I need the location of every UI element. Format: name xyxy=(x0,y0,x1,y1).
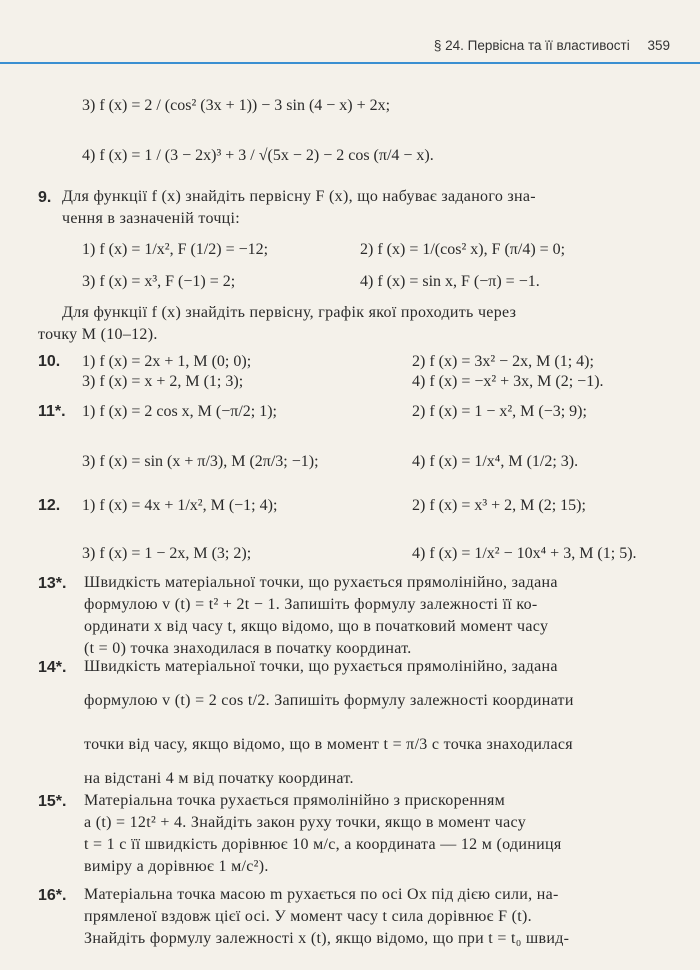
exercise-text: на відстані 4 м від початку координат. xyxy=(84,770,354,787)
exercise-text: Швидкість матеріальної точки, що рухається прямолінійно, задана xyxy=(84,658,558,675)
exercise-text: точки від часу, якщо відомо, що в момент t = π/3 c точка знаходилася xyxy=(84,736,573,753)
exercise-item: 4) f (x) = 1/x² − 10x⁴ + 3, M (1; 5). xyxy=(412,545,637,562)
exercise-text: формулою v (t) = 2 cos t/2. Запишіть формулу залежності координати xyxy=(84,692,574,709)
header-rule xyxy=(0,62,700,64)
exercise-text: Швидкість матеріальної точки, що рухається прямолінійно, задана xyxy=(84,574,558,591)
intro-text: точку M (10–12). xyxy=(38,326,158,343)
exercise-text: виміру a дорівнює 1 м/с²). xyxy=(84,858,269,875)
exercise-item: 1) f (x) = 1/x², F (1/2) = −12; xyxy=(82,241,269,258)
exercise-item: 4) f (x) = −x² + 3x, M (2; −1). xyxy=(412,373,604,390)
exercise-text: t = 1 с її швидкість дорівнює 10 м/с, а координата — 12 м (одиниця xyxy=(84,836,562,853)
exercise-item: 2) f (x) = 1 − x², M (−3; 9); xyxy=(412,403,587,420)
intro-text: Для функції f (x) знайдіть первісну, графік якої проходить через xyxy=(62,304,517,321)
page-header xyxy=(0,0,700,66)
section-title: § 24. Первісна та її властивості xyxy=(433,38,630,53)
exercise-number: 9. xyxy=(38,189,52,206)
exercise-item: 3) f (x) = x + 2, M (1; 3); xyxy=(82,373,244,390)
exercise-text: Матеріальна точка рухається прямолінійно з прискоренням xyxy=(84,792,506,809)
exercise-number: 16*. xyxy=(38,887,67,904)
page-number: 359 xyxy=(647,38,670,53)
exercise-number: 14*. xyxy=(38,659,67,676)
exercise-text: a (t) = 12t² + 4. Знайдіть закон руху точки, якщо в момент часу xyxy=(84,814,527,831)
exercise-item: 2) f (x) = 3x² − 2x, M (1; 4); xyxy=(412,353,594,370)
exercise-item: 3) f (x) = x³, F (−1) = 2; xyxy=(82,273,236,290)
exercise-line: 4) f (x) = 1 / (3 − 2x)³ + 3 / √(5x − 2) − 2 cos (π/4 − x). xyxy=(82,147,434,164)
exercise-item: 1) f (x) = 2x + 1, M (0; 0); xyxy=(82,353,252,370)
exercise-text: прямленої вздовж цієї осі. У момент часу t сила дорівнює F (t). xyxy=(84,908,532,925)
exercise-number: 10. xyxy=(38,353,61,370)
exercise-item: 1) f (x) = 2 cos x, M (−π/2; 1); xyxy=(82,403,277,420)
exercise-item: 1) f (x) = 4x + 1/x², M (−1; 4); xyxy=(82,497,278,514)
exercise-number: 12. xyxy=(38,497,61,514)
exercise-text: ординати x від часу t, якщо відомо, що в початковий момент часу xyxy=(84,618,549,635)
exercise-item: 3) f (x) = sin (x + π/3), M (2π/3; −1); xyxy=(82,453,319,470)
exercise-item: 2) f (x) = x³ + 2, M (2; 15); xyxy=(412,497,586,514)
exercise-item: 3) f (x) = 1 − 2x, M (3; 2); xyxy=(82,545,252,562)
exercise-number: 13*. xyxy=(38,575,67,592)
exercise-text: чення в зазначеній точці: xyxy=(62,210,241,227)
exercise-text: (t = 0) точка знаходилася в початку координат. xyxy=(84,640,412,657)
exercise-item: 2) f (x) = 1/(cos² x), F (π/4) = 0; xyxy=(360,241,566,258)
exercise-item: 4) f (x) = 1/x⁴, M (1/2; 3). xyxy=(412,453,579,470)
exercise-text: формулою v (t) = t² + 2t − 1. Запишіть формулу залежності її ко- xyxy=(84,596,538,613)
exercise-number: 15*. xyxy=(38,793,67,810)
exercise-text: Матеріальна точка масою m рухається по осі Ox під дією сили, на- xyxy=(84,886,559,903)
exercise-number: 11*. xyxy=(38,403,66,420)
exercise-line: 3) f (x) = 2 / (cos² (3x + 1)) − 3 sin (4 − x) + 2x; xyxy=(82,97,391,114)
running-title xyxy=(434,38,670,53)
exercise-item: 4) f (x) = sin x, F (−π) = −1. xyxy=(360,273,540,290)
exercise-text: Знайдіть формулу залежності x (t), якщо відомо, що при t = t₀ швид- xyxy=(84,930,570,947)
exercise-text: Для функції f (x) знайдіть первісну F (x), що набуває заданого зна- xyxy=(62,188,536,205)
